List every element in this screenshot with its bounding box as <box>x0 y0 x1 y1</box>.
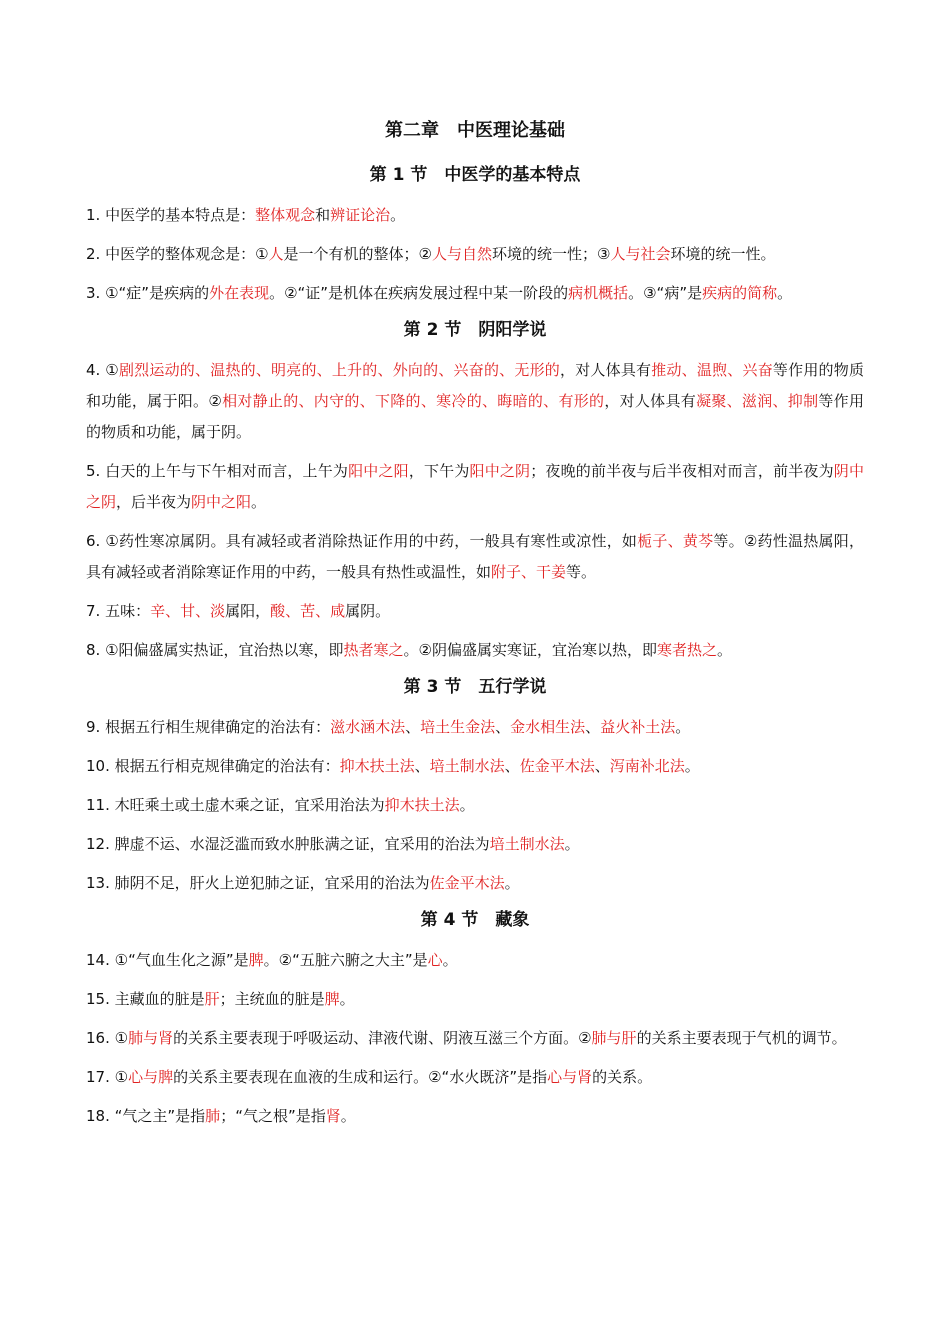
highlighted-term: 推动、温煦、兴奋 <box>651 361 773 379</box>
body-text: ；“气之根”是指 <box>220 1107 326 1125</box>
body-text: 11. 木旺乘土或土虚木乘之证，宜采用治法为 <box>86 796 385 814</box>
numbered-item <box>86 239 864 270</box>
highlighted-term: 外在表现 <box>209 284 270 302</box>
highlighted-term: 酸、苦、咸 <box>270 602 346 620</box>
body-text: 4. ① <box>86 361 119 379</box>
body-text: 等作用的物质和功能，属于阳。② <box>86 361 864 410</box>
section-title: 第 3 节 五行学说 <box>403 677 547 697</box>
highlighted-term: 肺与肾 <box>128 1029 174 1047</box>
section-title: 第 1 节 中医学的基本特点 <box>369 165 581 185</box>
numbered-item <box>86 526 864 588</box>
body-text: 的关系。 <box>592 1068 653 1086</box>
body-text: 环境的统一性；③ <box>492 245 611 263</box>
highlighted-term: 抑木扶土法 <box>339 757 415 775</box>
body-text: 的关系主要表现在血液的生成和运行。②“水火既济”是指 <box>173 1068 548 1086</box>
highlighted-term: 脾 <box>324 990 340 1008</box>
highlighted-term: 阴中之阳 <box>191 493 252 511</box>
body-text: 、 <box>585 718 601 736</box>
highlighted-term: 肺与肝 <box>591 1029 637 1047</box>
body-text: 。 <box>564 835 580 853</box>
body-text: 7. 五味： <box>86 602 151 620</box>
body-text: 。 <box>390 206 406 224</box>
body-text: ，后半夜为 <box>116 493 192 511</box>
body-text: 6. ①药性寒凉属阴。具有减轻或者消除热证作用的中药，一般具有寒性或凉性，如 <box>86 532 638 550</box>
body-text: 属阴。 <box>345 602 391 620</box>
body-text: 。②“五脏六腑之大主”是 <box>263 951 428 969</box>
chapter-title: 第二章 中医理论基础 <box>385 120 565 141</box>
highlighted-term: 辨证论治 <box>330 206 391 224</box>
highlighted-term: 附子、干姜 <box>491 563 567 581</box>
highlighted-term: 肾 <box>325 1107 341 1125</box>
highlighted-term: 病机概括 <box>568 284 629 302</box>
highlighted-term: 人与社会 <box>610 245 671 263</box>
sections-container <box>86 162 864 1132</box>
highlighted-term: 剧烈运动的、温热的、明亮的、上升的、外向的、兴奋的、无形的 <box>118 361 560 379</box>
body-text: 5. 白天的上午与下午相对而言，上午为 <box>86 462 349 480</box>
numbered-item <box>86 984 864 1015</box>
body-text: 的关系主要表现于呼吸运动、津液代谢、阴液互滋三个方面。② <box>173 1029 592 1047</box>
body-text: 和 <box>315 206 331 224</box>
highlighted-term: 寒者热之 <box>657 641 718 659</box>
numbered-item <box>86 1062 864 1093</box>
body-text: 1. 中医学的基本特点是： <box>86 206 256 224</box>
numbered-item <box>86 200 864 231</box>
body-text: 。 <box>684 757 700 775</box>
body-text: 等作用的物质和功能，属于阴。 <box>86 392 864 441</box>
body-text: 、 <box>414 757 430 775</box>
numbered-item <box>86 278 864 309</box>
numbered-item <box>86 790 864 821</box>
section-title: 第 4 节 藏象 <box>420 910 530 930</box>
highlighted-term: 培土制水法 <box>489 835 565 853</box>
numbered-item <box>86 635 864 666</box>
body-text: ，下午为 <box>408 462 470 480</box>
numbered-item <box>86 868 864 899</box>
highlighted-term: 凝聚、滋润、抑制 <box>696 392 819 410</box>
body-text: 是一个有机的整体；② <box>283 245 432 263</box>
body-text: 15. 主藏血的脏是 <box>86 990 205 1008</box>
body-text: 。 <box>777 284 793 302</box>
body-text: 、 <box>405 718 421 736</box>
highlighted-term: 人与自然 <box>432 245 493 263</box>
body-text: 8. ①阳偏盛属实热证，宜治热以寒，即 <box>86 641 344 659</box>
highlighted-term: 脾 <box>248 951 264 969</box>
highlighted-term: 相对静止的、内守的、下降的、寒冷的、晦暗的、有形的 <box>222 392 605 410</box>
highlighted-term: 益火补土法 <box>600 718 676 736</box>
highlighted-term: 心与肾 <box>547 1068 593 1086</box>
body-text: 13. 肺阴不足，肝火上逆犯肺之证，宜采用的治法为 <box>86 874 430 892</box>
body-text: ，对人体具有 <box>560 361 652 379</box>
body-text: 18. “气之主”是指 <box>86 1107 206 1125</box>
body-text: 、 <box>504 757 520 775</box>
highlighted-term: 培土制水法 <box>429 757 505 775</box>
numbered-item <box>86 1023 864 1054</box>
body-text: 。 <box>442 951 458 969</box>
body-text: 等。 <box>566 563 597 581</box>
body-text: 。 <box>717 641 733 659</box>
highlighted-term: 心 <box>427 951 443 969</box>
body-text: ；夜晚的前半夜与后半夜相对而言，前半夜为 <box>530 462 834 480</box>
body-text: 的关系主要表现于气机的调节。 <box>636 1029 847 1047</box>
body-text: ；主统血的脏是 <box>219 990 325 1008</box>
numbered-item <box>86 596 864 627</box>
body-text: 、 <box>495 718 511 736</box>
body-text: 。③“病”是 <box>628 284 703 302</box>
highlighted-term: 泻南补北法 <box>609 757 685 775</box>
numbered-item <box>86 712 864 743</box>
highlighted-term: 人 <box>268 245 284 263</box>
body-text: 。 <box>675 718 691 736</box>
highlighted-term: 栀子、黄芩 <box>637 532 714 550</box>
body-text: 、 <box>594 757 610 775</box>
body-text: 14. ①“气血生化之源”是 <box>86 951 249 969</box>
body-text: 。 <box>340 1107 356 1125</box>
highlighted-term: 肝 <box>204 990 220 1008</box>
body-text: 2. 中医学的整体观念是：① <box>86 245 269 263</box>
body-text: 。 <box>504 874 520 892</box>
highlighted-term: 佐金平木法 <box>519 757 595 775</box>
body-text: 等。②药性温热属阳，具有减轻或者消除寒证作用的中药，一般具有热性或温性，如 <box>86 532 864 581</box>
highlighted-term: 整体观念 <box>255 206 316 224</box>
body-text: 。②“证”是机体在疾病发展过程中某一阶段的 <box>269 284 569 302</box>
highlighted-term: 佐金平木法 <box>429 874 505 892</box>
body-text: ，对人体具有 <box>604 392 697 410</box>
highlighted-term: 疾病的简称 <box>702 284 778 302</box>
numbered-item <box>86 829 864 860</box>
body-text: 环境的统一性。 <box>670 245 776 263</box>
numbered-item <box>86 945 864 976</box>
section-title: 第 2 节 阴阳学说 <box>403 320 547 340</box>
highlighted-term: 辛、甘、淡 <box>150 602 226 620</box>
highlighted-term: 金水相生法 <box>510 718 586 736</box>
body-text: 9. 根据五行相生规律确定的治法有： <box>86 718 331 736</box>
highlighted-term: 阴中之阴 <box>86 462 864 511</box>
highlighted-term: 热者寒之 <box>343 641 404 659</box>
highlighted-term: 肺 <box>205 1107 221 1125</box>
body-text: 3. ①“症”是疾病的 <box>86 284 210 302</box>
numbered-item <box>86 355 864 448</box>
body-text: 。②阴偏盛属实寒证，宜治寒以热，即 <box>403 641 657 659</box>
numbered-item <box>86 751 864 782</box>
body-text: 10. 根据五行相克规律确定的治法有： <box>86 757 340 775</box>
numbered-item <box>86 456 864 518</box>
highlighted-term: 心与脾 <box>128 1068 174 1086</box>
highlighted-term: 阳中之阴 <box>469 462 531 480</box>
numbered-item <box>86 1101 864 1132</box>
body-text: 属阳， <box>225 602 271 620</box>
highlighted-term: 阳中之阳 <box>348 462 409 480</box>
body-text: 12. 脾虚不运、水湿泛滥而致水肿胀满之证，宜采用的治法为 <box>86 835 490 853</box>
body-text: 。 <box>251 493 267 511</box>
highlighted-term: 滋水涵木法 <box>330 718 406 736</box>
body-text: 。 <box>459 796 475 814</box>
highlighted-term: 抑木扶土法 <box>384 796 460 814</box>
highlighted-term: 培土生金法 <box>420 718 496 736</box>
body-text: 。 <box>339 990 355 1008</box>
body-text: 17. ① <box>86 1068 129 1086</box>
body-text: 16. ① <box>86 1029 129 1047</box>
